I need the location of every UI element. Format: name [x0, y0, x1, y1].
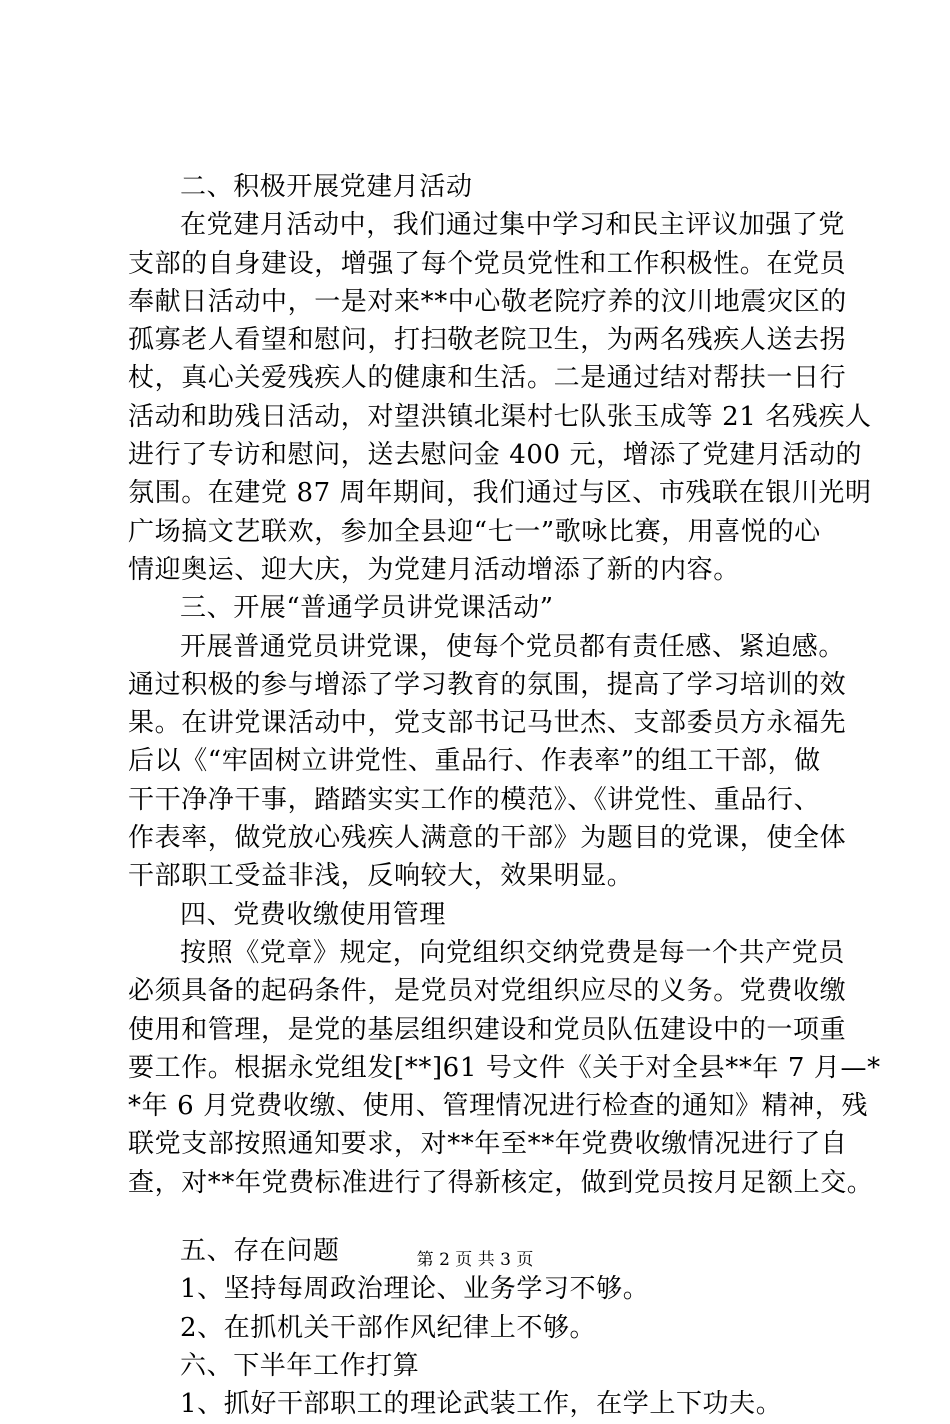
paragraph-line: 开展普通党员讲党课，使每个党员都有责任感、紧迫感。	[180, 631, 846, 662]
paragraph-line: 后以《“牢固树立讲党性、重品行、作表率”的组工干部，做	[128, 746, 821, 777]
heading-party-building-month: 二、积极开展党建月活动	[180, 172, 473, 202]
paragraph-line: 要工作。根据永党组发[**]61 号文件《关于对全县**年 7 月—*	[128, 1052, 881, 1083]
paragraph-line: 干部职工受益非浅，反响较大，效果明显。	[128, 861, 634, 892]
paragraph-line: 情迎奥运、迎大庆，为党建月活动增添了新的内容。	[128, 554, 740, 585]
heading-party-lecture: 三、开展“普通学员讲党课活动”	[180, 593, 554, 624]
paragraph-line: 查，对**年党费标准进行了得新核定，做到党员按月足额上交。	[128, 1167, 874, 1198]
heading-party-dues: 四、党费收缴使用管理	[180, 899, 447, 930]
paragraph-line: 干干净净干事，踏踏实实工作的模范》、《讲党性、重品行、	[128, 784, 821, 815]
heading-existing-problems: 五、存在问题	[180, 1236, 340, 1267]
paragraph-gap	[128, 1202, 848, 1232]
paragraph-line: *年 6 月党费收缴、使用、管理情况进行检查的通知》精神，残	[128, 1091, 869, 1122]
paragraph-line: 活动和助残日活动，对望洪镇北渠村七队张玉成等 21 名残疾人	[128, 401, 872, 432]
paragraph-line: 孤寡老人看望和慰问，打扫敬老院卫生，为两名残疾人送去拐	[128, 325, 847, 356]
paragraph-line: 果。在讲党课活动中，党支部书记马世杰、支部委员方永福先	[128, 708, 847, 739]
paragraph-line: 必须具备的起码条件，是党员对党组织应尽的义务。党费收缴	[128, 976, 847, 1007]
paragraph-line: 进行了专访和慰问，送去慰问金 400 元，增添了党建月活动的	[128, 440, 863, 471]
paragraph-line: 支部的自身建设，增强了每个党员党性和工作积极性。在党员	[128, 248, 847, 279]
list-item: 1、坚持每周政治理论、业务学习不够。	[180, 1274, 650, 1305]
paragraph-line: 氛围。在建党 87 周年期间，我们通过与区、市残联在银川光明	[128, 478, 872, 509]
paragraph-line: 作表率，做党放心残疾人满意的干部》为题目的党课，使全体	[128, 823, 847, 854]
list-item: 2、在抓机关干部作风纪律上不够。	[180, 1312, 597, 1343]
paragraph-line: 联党支部按照通知要求，对**年至**年党费收缴情况进行了自	[128, 1129, 848, 1160]
paragraph-line: 使用和管理，是党的基层组织建设和党员队伍建设中的一项重	[128, 1014, 847, 1045]
paragraph-line: 广场搞文艺联欢，参加全县迎“七一”歌咏比赛，用喜悦的心	[128, 516, 821, 547]
paragraph-line: 在党建月活动中，我们通过集中学习和民主评议加强了党	[180, 210, 846, 241]
document-body	[128, 168, 881, 1424]
paragraph-line: 奉献日活动中，一是对来**中心敬老院疗养的汶川地震灾区的	[128, 286, 847, 317]
list-item: 1、抓好干部职工的理论武装工作，在学上下功夫。	[180, 1389, 783, 1420]
paragraph-line: 通过积极的参与增添了学习教育的氛围，提高了学习培训的效	[128, 669, 847, 700]
paragraph-line: 杖，真心关爱残疾人的健康和生活。二是通过结对帮扶一日行	[128, 363, 847, 394]
heading-next-half-plan: 六、下半年工作打算	[180, 1350, 420, 1381]
paragraph-line: 按照《党章》规定，向党组织交纳党费是每一个共产党员	[180, 937, 846, 968]
page-number-footer: 第 2 页 共 3 页	[416, 1250, 534, 1270]
